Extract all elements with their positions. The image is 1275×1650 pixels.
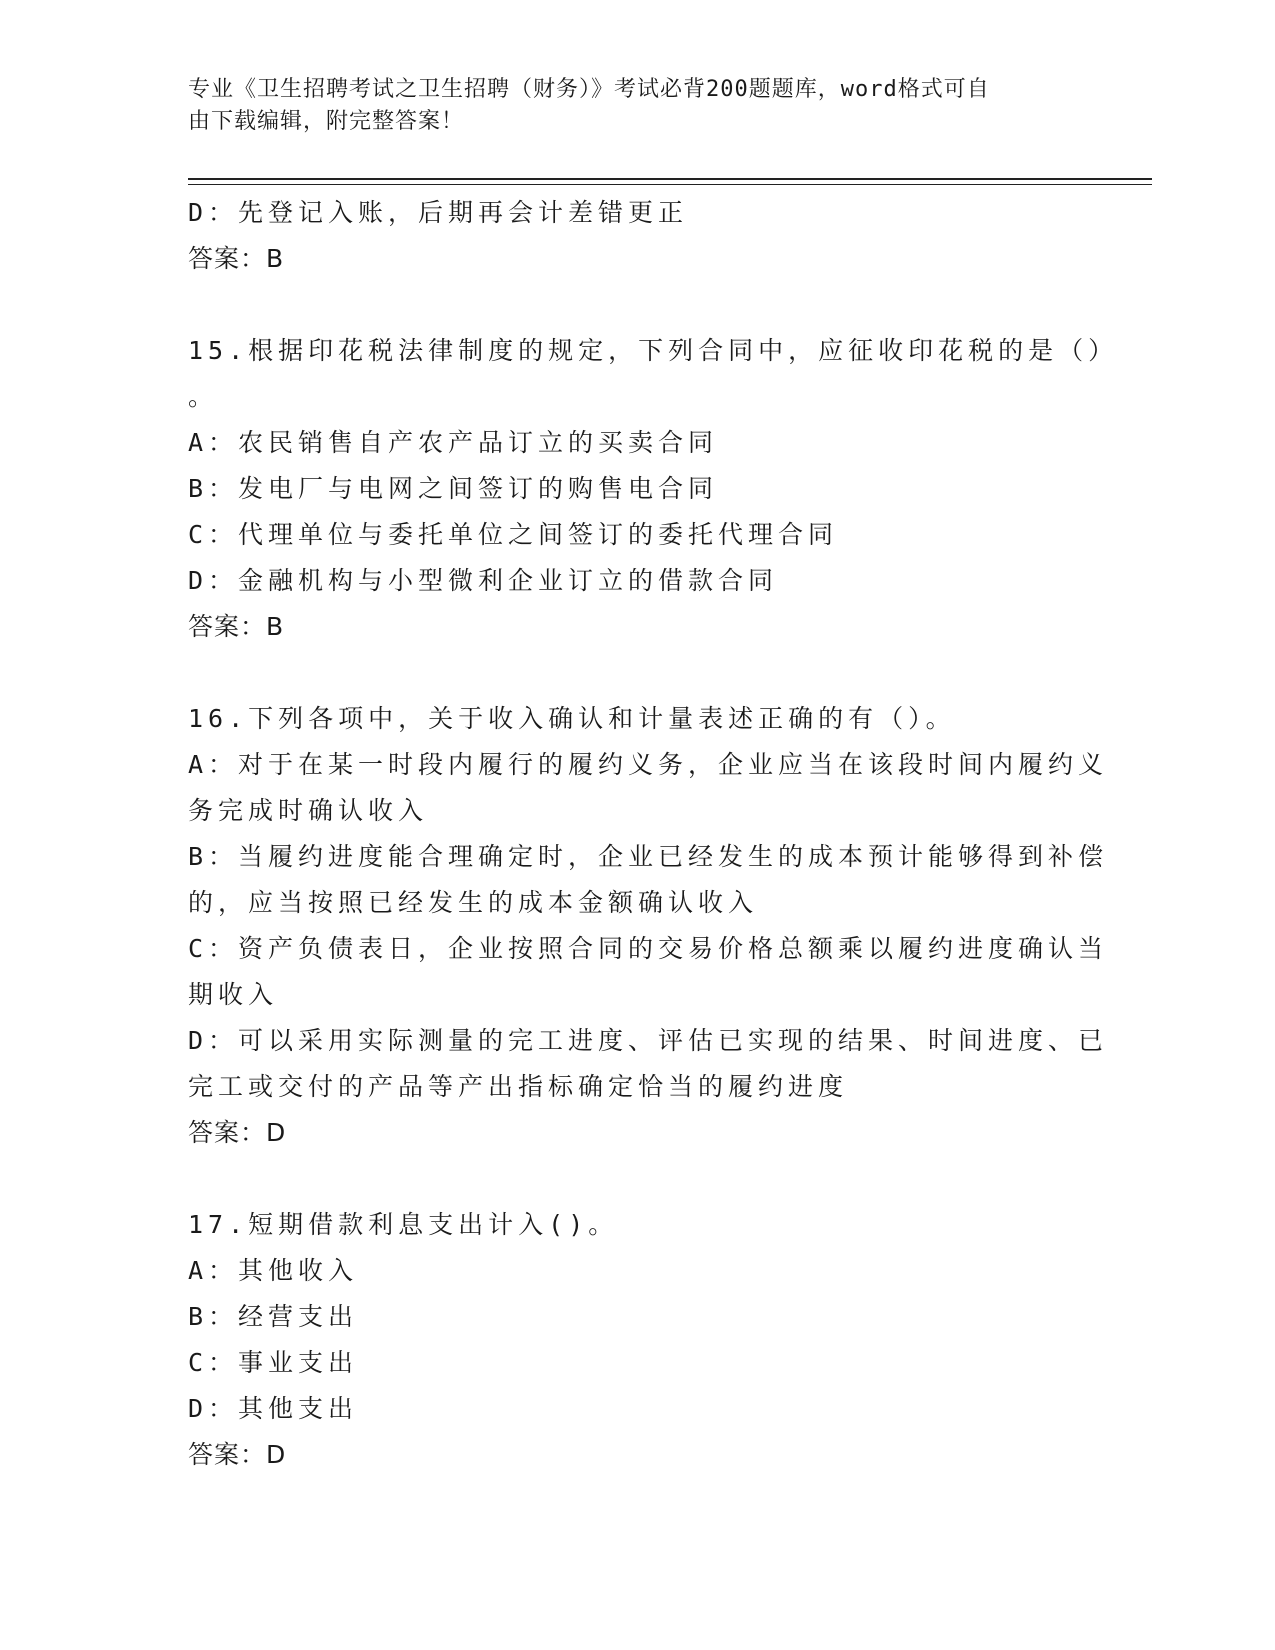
option-c: C：代理单位与委托单位之间签订的委托代理合同 — [188, 520, 839, 549]
option-d-continued: 完工或交付的产品等产出指标确定恰当的履约进度 — [188, 1072, 849, 1101]
option-b-continued: 的，应当按照已经发生的成本金额确认收入 — [188, 888, 759, 917]
question-stem: 17.短期借款利息支出计入()。 — [188, 1210, 619, 1239]
answer-line: 答案：B — [188, 612, 285, 641]
option-a-continued: 务完成时确认收入 — [188, 796, 429, 825]
answer-line: 答案：D — [188, 1118, 287, 1147]
option-d: D：其他支出 — [188, 1394, 359, 1423]
option-c: C：事业支出 — [188, 1348, 359, 1377]
question-stem: 16.下列各项中，关于收入确认和计量表述正确的有（）。 — [188, 704, 956, 733]
question-stem: 15.根据印花税法律制度的规定，下列合同中，应征收印花税的是（） — [188, 336, 1119, 365]
header-line-2: 由下载编辑，附完整答案！ — [188, 109, 465, 134]
option-b: B：发电厂与电网之间签订的购售电合同 — [188, 474, 719, 503]
header-divider-thick — [188, 178, 1152, 180]
answer-line: 答案：B — [188, 244, 285, 273]
document-header — [188, 74, 1068, 138]
option-c: C：资产负债表日，企业按照合同的交易价格总额乘以履约进度确认当 — [188, 934, 1109, 963]
header-line-1: 专业《卫生招聘考试之卫生招聘（财务）》考试必背200题题库，word格式可自 — [188, 77, 990, 102]
option-b: B：经营支出 — [188, 1302, 359, 1331]
question-stem-continued: 。 — [188, 382, 219, 411]
option-c-continued: 期收入 — [188, 980, 279, 1009]
spacer — [188, 282, 1088, 328]
header-divider-thin — [188, 184, 1152, 185]
option-a: A：农民销售自产农产品订立的买卖合同 — [188, 428, 719, 457]
spacer — [188, 1156, 1088, 1202]
question-17 — [188, 1202, 1088, 1478]
option-d: D：可以采用实际测量的完工进度、评估已实现的结果、时间进度、已 — [188, 1026, 1109, 1055]
question-15 — [188, 328, 1119, 650]
option-a: A：对于在某一时段内履行的履约义务，企业应当在该段时间内履约义 — [188, 750, 1109, 779]
question-content — [188, 190, 1119, 1478]
option-d: D：金融机构与小型微利企业订立的借款合同 — [188, 566, 779, 595]
option-a: A：其他收入 — [188, 1256, 359, 1285]
option-b: B：当履约进度能合理确定时，企业已经发生的成本预计能够得到补偿 — [188, 842, 1109, 871]
option-d: D：先登记入账，后期再会计差错更正 — [188, 198, 689, 227]
answer-line: 答案：D — [188, 1440, 287, 1469]
previous-question-tail — [188, 190, 1088, 282]
question-16 — [188, 696, 1109, 1156]
spacer — [188, 650, 1088, 696]
